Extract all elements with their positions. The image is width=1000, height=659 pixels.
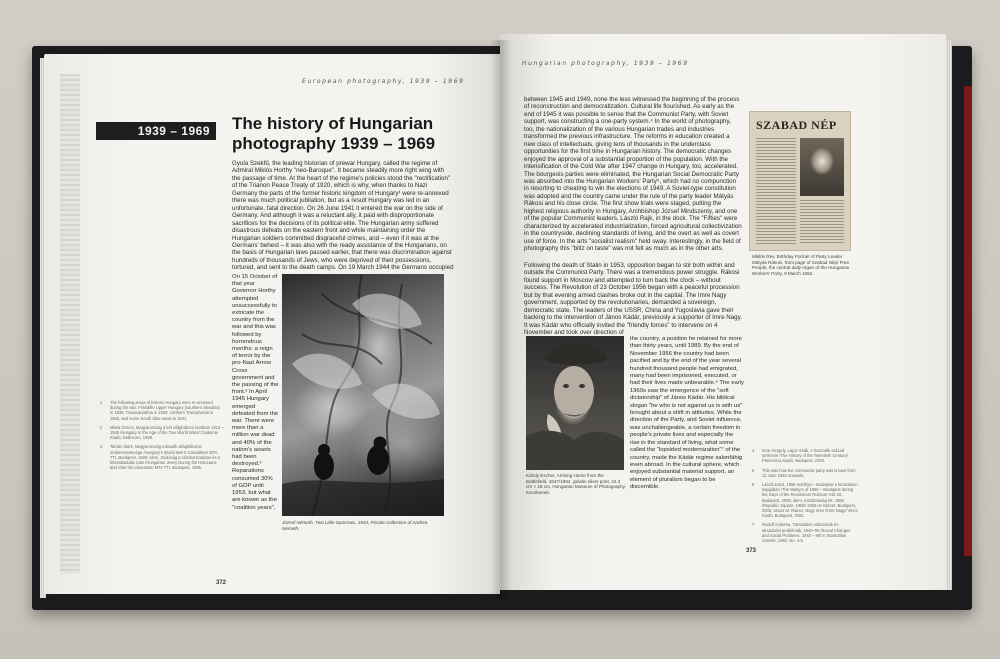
- footnote-text: Rudolf Andorka, Társadalmi változások és társadalmi problémák, 1940–90 /Social Changes and Social Problems, 1940 – 90/ in Statisztikai Szemle, 1992, No. 4-5.: [762, 522, 851, 544]
- arriving-home-portrait-photo: [526, 336, 624, 470]
- portrait-shapes: [526, 336, 624, 470]
- left-page-side-strip: [60, 74, 80, 574]
- footnote: [752, 468, 858, 478]
- footnote-number: 7: [752, 522, 755, 528]
- sparrows-photo-shapes: [282, 274, 444, 516]
- footnote-number: 3: [100, 444, 103, 450]
- footnote: [752, 482, 858, 518]
- szabad-nep-newspaper-image: [750, 112, 850, 250]
- footnote: [752, 448, 858, 464]
- running-head-left: European photography, 1939 – 1969: [302, 78, 465, 85]
- newspaper-text-columns: [756, 138, 796, 244]
- sparrow-right-shape: [367, 445, 389, 475]
- footnote-number: 2: [100, 424, 103, 430]
- chapter-year-tag: 1939 – 1969: [96, 122, 216, 140]
- sparrow-left-shape: [314, 452, 334, 480]
- footnote-number: 6: [752, 482, 755, 488]
- newspaper-caption: Miklós Rév, Birthday Portrait of Party Leader Mátyás Rákosi, front page of Szabad Nép/ Free People, the central daily organ of the Hungarian Workers' Party, 9 March 1952.: [752, 254, 850, 276]
- footnote: [100, 400, 224, 421]
- footnote: [752, 522, 858, 543]
- newspaper-masthead: SZABAD NÉP: [756, 118, 837, 132]
- right-col-text-top: between 1945 and 1949, none the less witnessed the beginning of the process of reconstruction and democratization. Cultural life flourished. As early as the end of 1945 it was possible to sense that the Communist Party, with Soviet support, was constructing a one-party system.⁴ In the world of photography, too, the nationalization of the various Hungarian trades and industries transformed the previous infrastructure. The reforms in education created a new class of intellectuals, giving tens of thousands in the underclass opportunities for the first time in Hungarian history. The democratic changes enjoyed the approval of a substantial proportion of the population. With the intensification of the Cold War after 1947 change in Hungary, too, accelerated. The bourgeois parties were eliminated, the Hungarian Social Democratic Party was absorbed into the Hungarian Workers' Party⁵, which had no compunction in resorting to cheating to win the elections of 1949. A Soviet-type constitution was adopted and the country came under the rule of the party leader Mátyás Rákosi and his close circle. The first show trials were staged, putting the highest religious authority in Hungary, Archbishop József Mindszenty, and one of the popular Communist leaders, László Rajk, in the dock. The "Fifties" were characterized by accelerated industrialization, forced agricultural collectivization in the countryside, declining standards of living, and the overt as well as covert use of force. In the arts "socialist realism" held sway. Interestingly, in the field of photography this "blitz on taste" was not felt as much as in the other arts.: [524, 96, 742, 253]
- newspaper-text-columns-lower: [800, 200, 844, 244]
- running-head-right: Hungarian photography, 1939 – 1969: [522, 60, 689, 67]
- footnote: [100, 444, 224, 470]
- right-footnotes: [752, 448, 858, 576]
- footnote: [100, 425, 224, 441]
- footnote-text: This was how the communist party was known from 12 June 1948 onwards.: [762, 467, 856, 478]
- footnote-text: Imre Gergely, Lajos Izsák, A huszadik század története /The History of the Twentieth Century/ Pannonica Kiadó, Budapest, 2000.: [762, 448, 848, 464]
- right-col-text-mid: Following the death of Stalin in 1953, opposition began to stir both within and outside the Communist Party. There was a tremendous power struggle. Rákosi found support in Moscow and attempted to turn back the clock – without success. The Revolution of 23 October 1956 began with a peaceful procession but by that evening armed clashes broke out in the capital. The Imre Nagy government, supported by the revolutionaries, demanded a sovereign, democratic state. The leaders of the USSR, China and Yugoslavia gave their backing to the intervention of János Kádár, previously a supporter of Imre Nagy. It was Kádár who officially invited the "friendly forces" to intervene on 4 November and took over direction of: [524, 262, 742, 336]
- footnote-text: The following areas of historic Hungary were re-annexed during the war: Felvidék/ Upper Hungary (southern Slovakia) in 1938, Transcarpathia in 1939, northern Transylvania in 1940, and some South Slav areas in 1941.: [110, 400, 220, 421]
- left-intro-text: Gyula Szekfű, the leading historian of prewar Hungary, called the regime of Admiral Miklós Horthy "neo-Baroque". It became steadily more right wing with the passage of time. At the heart of the regime's policies stood the "rectification" of the Trianon Peace Treaty of 1920, which is why, when thanks to Nazi Germany the parts of the former historic kingdom of Hungary¹ were re-annexed there was much political jubilation, but as a result Hungary was led in an unfortunate, fatal direction. On 26 June 1941 it entered the war on the side of Germany. And although it was a reluctant ally, it paid with disproportionate sacrifices for the decisions of its political elite. The Hungarian army suffered disastrous defeats on the eastern front and while maintaining order the Hungarian soldiers committed disgraceful crimes, and – even if it was at the Germans' behest – it was also with the ready assistance of the Hungarians, on the basis of Hungarian laws passed earlier, that there was discrimination against hundreds of thousands of Jews, who were deprived of their possessions, tortured, and sent to the death camps. On 19 March 1944 the Germans occupied: [232, 160, 454, 272]
- sparrows-caption: József Németh, Two Little Sparrows, 1944, Private Collection of Andrea Németh.: [282, 520, 428, 531]
- footnote-text: László Eörsi, 1956 mártírjai – Budapest a forradalom napjaiban /The Martyrs of 1956 – Budapest during the Days of the Revolution/ Rubicon-Ház Bt., Budapest, 2006; idem, Köztársaság tér, 1956 /Republic Square, 1956/ 1956-os Intézet, Budapest, 2006; János M. Rainer, Nagy Imre /Imre Nagy/ Vince Kiadó, Budapest, 2002.: [762, 482, 858, 519]
- left-narrow-column: On 15 October of that year Governor Horthy attempted unsuccessfully to extricate the country from the war and this was followed by horrendous months: a reign of terror by the pro-Nazi Arrow Cross government and the passing of the front.² In April 1945 Hungary emerged defeated from the war. There were more than a million war dead and 40% of the nation's assets had been destroyed.³ Reparations consumed 30% of GDP until 1953, but what are known as the "coalition years",: [232, 274, 279, 511]
- book-gutter-shadow: [490, 40, 512, 600]
- footnote-text: Tamás Stark, Magyarország második világháborús embervesztesége /Hungary's World War II Casualties/ MTA TTI, Budapest, 1989; idem, Zsidóság a vészkorszakban és a felszabadulás után /Hungarian Jewry During the Holocaust and After the Liberation/ MTA TTI, Budapest, 1995.: [110, 444, 220, 471]
- left-footnotes: [100, 400, 224, 540]
- chapter-title: The history of Hungarian photography 1939 – 1969: [232, 114, 436, 153]
- portrait-caption: Károly Escher, Arriving Home from the Battlefield, 1947/1964, gelatin silver print, 24.3 cm × 18 cm, Hungarian Museum of Photography, Kecskemét.: [526, 473, 626, 495]
- newspaper-portrait: [800, 138, 844, 196]
- page-number-right: 373: [746, 548, 757, 554]
- footnote-number: 5: [752, 467, 755, 473]
- footnote-number: 4: [752, 448, 755, 453]
- page-number-left: 372: [216, 580, 227, 586]
- two-little-sparrows-photo: [282, 274, 444, 516]
- footnote-number: 1: [100, 400, 103, 405]
- right-col-text-bottom: the country, a position he retained for more than thirty years, until 1989. By the end of November 1956 the country had been pacified and by the end of the year several hundred thousand people had emigrated, many had been imprisoned, executed, or had their lives made unbearable.⁶ The early 1960s saw the emergence of the "soft dictatorship" of János Kádár. His biblical slogan "he who is not against us is with us" brought about a shift in attitudes. While the direction of the Party, and Soviet influence, was unchallengeable, a certain freedom in people's private lives and especially the rise in the standard of living, what some called the "lopsided modernization"⁷ of the country, made the Kádár regime salonfähig even abroad. In the cultural sphere, which enjoyed substantial material support, an element of pluralism began to be discernible.: [630, 336, 744, 491]
- cover-spine-accent: [964, 86, 972, 556]
- footnote-text: Mária Ormos, Magyarország a két világháború korában 1914 – 1945 /Hungary in the Age of the Two World Wars/ Csokonai Kiadó, Debrecen, 1998.: [110, 424, 224, 441]
